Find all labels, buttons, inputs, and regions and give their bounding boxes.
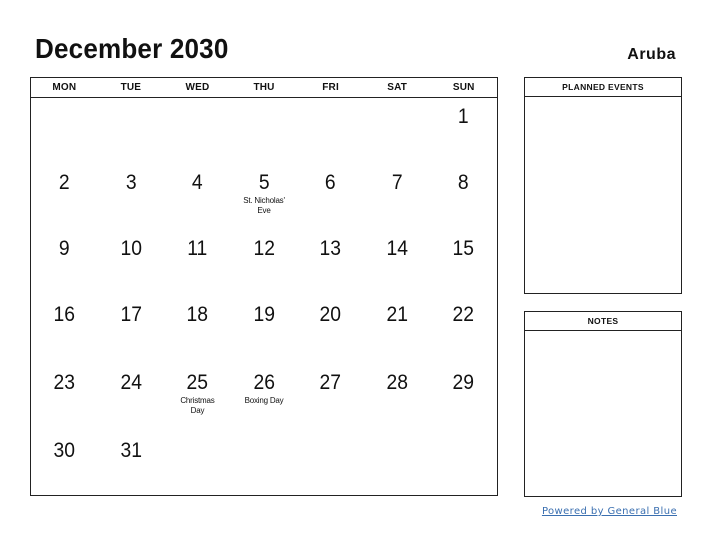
day-cell bbox=[98, 432, 165, 498]
day-number bbox=[367, 432, 428, 440]
page-title: December 2030 bbox=[35, 33, 229, 64]
day-number bbox=[34, 98, 95, 106]
week-row bbox=[31, 296, 497, 364]
weekday-sat: SAT bbox=[387, 82, 408, 93]
day-number: 30 bbox=[53, 439, 76, 462]
day-number: 8 bbox=[458, 171, 470, 194]
day-number: 13 bbox=[319, 237, 342, 260]
notes-title: NOTES bbox=[525, 312, 681, 331]
day-number: 3 bbox=[125, 171, 137, 194]
day-cell bbox=[231, 230, 298, 296]
day-number: 20 bbox=[319, 303, 342, 326]
weekday-wed: WED bbox=[185, 82, 210, 93]
planned-events-title: PLANNED EVENTS bbox=[525, 78, 681, 97]
day-cell bbox=[364, 296, 431, 364]
day-cell bbox=[231, 296, 298, 364]
day-number: 10 bbox=[120, 237, 142, 260]
week-row bbox=[31, 164, 497, 230]
day-number: 5 bbox=[258, 171, 270, 194]
day-number: 16 bbox=[53, 303, 76, 326]
day-cell bbox=[231, 432, 298, 498]
day-number: 4 bbox=[192, 171, 203, 194]
planned-events-panel bbox=[524, 77, 682, 294]
day-cell bbox=[430, 164, 497, 230]
day-cell bbox=[98, 364, 165, 432]
day-cell bbox=[98, 296, 165, 364]
notes-panel bbox=[524, 311, 682, 497]
day-number: 21 bbox=[386, 303, 408, 326]
day-number: 26 bbox=[253, 371, 275, 394]
day-number: 9 bbox=[58, 237, 70, 260]
day-cell bbox=[31, 164, 98, 230]
day-cell bbox=[364, 364, 431, 432]
holiday-label: Christmas Day bbox=[180, 396, 215, 415]
day-number: 24 bbox=[120, 371, 142, 394]
week-row bbox=[31, 98, 497, 164]
day-cell bbox=[430, 98, 497, 164]
day-cell bbox=[364, 98, 431, 164]
day-number bbox=[100, 98, 161, 106]
day-cell bbox=[164, 164, 231, 230]
day-number: 19 bbox=[253, 303, 275, 326]
day-number: 27 bbox=[319, 371, 342, 394]
day-cell bbox=[231, 364, 298, 432]
day-number: 1 bbox=[458, 105, 470, 128]
day-number: 31 bbox=[120, 439, 142, 462]
day-number: 23 bbox=[53, 371, 76, 394]
calendar-grid bbox=[30, 77, 498, 496]
day-number: 22 bbox=[453, 303, 475, 326]
holiday-label: St. Nicholas' Eve bbox=[243, 196, 285, 215]
day-number bbox=[433, 432, 494, 440]
day-number: 17 bbox=[120, 303, 142, 326]
day-number: 28 bbox=[386, 371, 408, 394]
day-cell bbox=[297, 98, 364, 164]
day-cell bbox=[164, 230, 231, 296]
weeks-container bbox=[31, 98, 497, 498]
day-cell bbox=[98, 98, 165, 164]
day-number bbox=[233, 98, 294, 106]
day-number bbox=[233, 432, 294, 440]
day-cell bbox=[164, 432, 231, 498]
day-number bbox=[167, 98, 228, 106]
day-cell bbox=[297, 230, 364, 296]
week-row bbox=[31, 432, 497, 498]
day-cell bbox=[98, 164, 165, 230]
day-cell bbox=[297, 296, 364, 364]
day-number: 11 bbox=[187, 237, 208, 260]
day-number bbox=[300, 98, 361, 106]
day-cell bbox=[31, 432, 98, 498]
day-number: 14 bbox=[386, 237, 408, 260]
day-cell bbox=[231, 98, 298, 164]
day-number: 25 bbox=[186, 371, 209, 394]
holiday-label: Boxing Day bbox=[244, 396, 284, 405]
day-cell bbox=[31, 296, 98, 364]
day-number bbox=[167, 432, 228, 440]
week-row bbox=[31, 230, 497, 296]
weekday-tue: TUE bbox=[120, 82, 142, 93]
day-cell bbox=[430, 230, 497, 296]
day-cell bbox=[364, 432, 431, 498]
day-cell bbox=[164, 364, 231, 432]
day-cell bbox=[164, 296, 231, 364]
day-cell bbox=[430, 296, 497, 364]
day-cell bbox=[98, 230, 165, 296]
day-cell bbox=[297, 364, 364, 432]
country-label: Aruba bbox=[627, 46, 676, 63]
day-cell bbox=[297, 432, 364, 498]
weekday-fri: FRI bbox=[322, 82, 339, 93]
day-cell bbox=[364, 230, 431, 296]
day-number bbox=[300, 432, 361, 440]
day-number: 18 bbox=[186, 303, 209, 326]
day-cell bbox=[31, 98, 98, 164]
day-number: 29 bbox=[453, 371, 475, 394]
day-number: 6 bbox=[325, 171, 336, 194]
day-cell bbox=[31, 364, 98, 432]
weekday-header bbox=[31, 78, 497, 98]
weekday-mon: MON bbox=[52, 82, 77, 93]
day-cell bbox=[231, 164, 298, 230]
day-cell bbox=[31, 230, 98, 296]
day-number bbox=[367, 98, 428, 106]
day-number: 12 bbox=[253, 237, 275, 260]
day-cell bbox=[430, 364, 497, 432]
weekday-thu: THU bbox=[253, 82, 275, 93]
powered-by-link[interactable]: Powered by General Blue bbox=[541, 506, 677, 517]
week-row bbox=[31, 364, 497, 432]
day-cell bbox=[364, 164, 431, 230]
day-number: 7 bbox=[391, 171, 403, 194]
day-cell bbox=[297, 164, 364, 230]
weekday-sun: SUN bbox=[452, 82, 475, 93]
day-cell bbox=[430, 432, 497, 498]
day-number: 2 bbox=[58, 171, 70, 194]
day-number: 15 bbox=[453, 237, 475, 260]
day-cell bbox=[164, 98, 231, 164]
